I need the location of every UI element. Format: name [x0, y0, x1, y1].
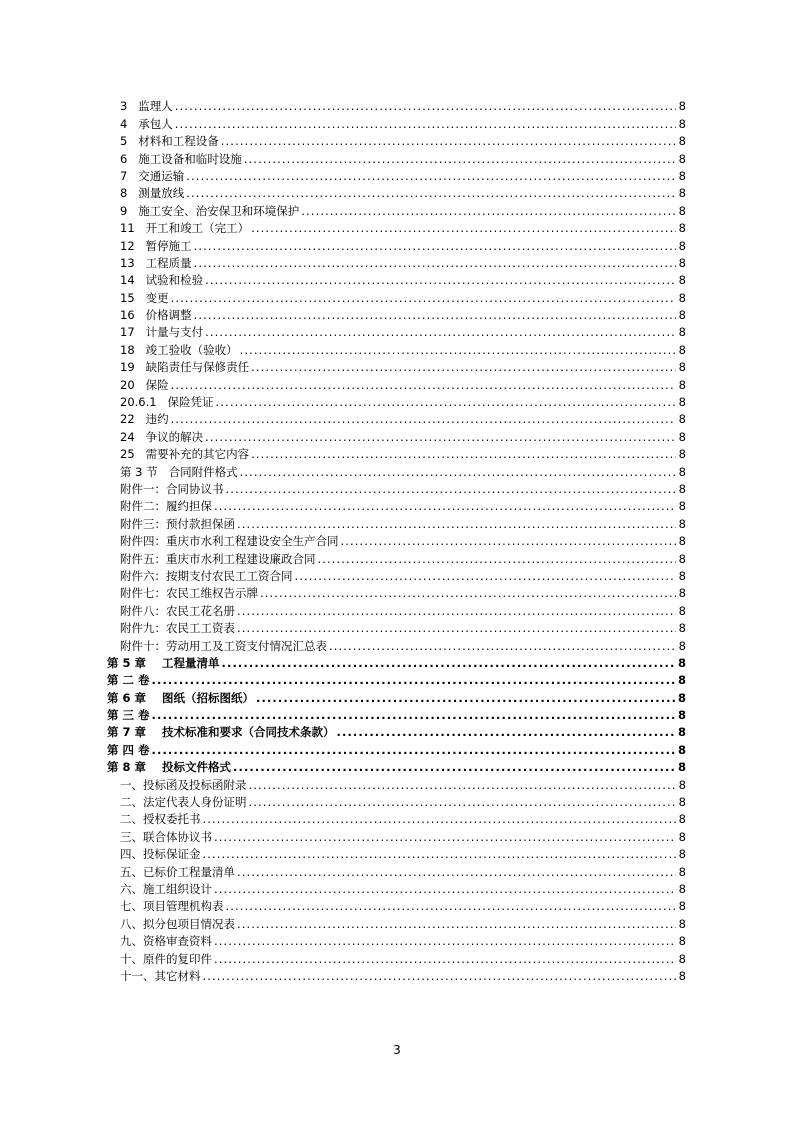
- toc-entry-page: 8: [678, 238, 686, 253]
- toc-entry-label: 3 监理人: [120, 99, 173, 114]
- toc-entry-page: 8: [678, 829, 686, 844]
- toc-entry[interactable]: [0, 687, 794, 704]
- toc-entry-label: 五、已标价工程量清单: [120, 864, 235, 879]
- toc-leader-dots: [171, 412, 676, 426]
- toc-entry[interactable]: [0, 566, 794, 583]
- toc-entry[interactable]: [0, 426, 794, 443]
- toc-entry-label: 20.6.1 保险凭证: [120, 395, 214, 410]
- toc-entry[interactable]: [0, 705, 794, 722]
- toc-entry-label: 5 材料和工程设备: [120, 134, 219, 149]
- toc-leader-dots: [152, 743, 676, 757]
- toc-entry[interactable]: [0, 339, 794, 356]
- toc-leader-dots: [237, 621, 676, 635]
- toc-entry-page: 8: [678, 255, 686, 270]
- toc-entry-page: 8: [678, 203, 686, 218]
- toc-leader-dots: [205, 430, 676, 444]
- toc-leader-dots: [205, 273, 676, 287]
- toc-leader-dots: [237, 917, 676, 931]
- toc-entry-label: 18 竣工验收（验收）: [120, 342, 238, 357]
- toc-leader-dots: [318, 552, 677, 566]
- toc-entry-label: 第 3 节 合同附件格式: [120, 464, 238, 479]
- toc-leader-dots: [194, 256, 676, 270]
- toc-entry-page: 8: [678, 725, 687, 740]
- toc-leader-dots: [203, 969, 677, 983]
- toc-entry-page: 8: [678, 342, 686, 357]
- toc-entry[interactable]: [0, 148, 794, 165]
- toc-leader-dots: [221, 134, 676, 148]
- toc-leader-dots: [214, 499, 676, 513]
- toc-entry-page: 8: [678, 168, 686, 183]
- toc-entry-page: 8: [678, 186, 686, 201]
- toc-entry-page: 8: [678, 429, 686, 444]
- toc-entry-label: 12 暂停施工: [120, 238, 192, 253]
- toc-leader-dots: [194, 239, 676, 253]
- toc-entry-label: 11 开工和竣工（完工）: [120, 221, 250, 236]
- toc-entry[interactable]: [0, 948, 794, 965]
- toc-entry[interactable]: [0, 479, 794, 496]
- toc-leader-dots: [251, 221, 676, 235]
- toc-entry-page: 8: [678, 516, 686, 531]
- toc-leader-dots: [152, 708, 676, 722]
- toc-entry[interactable]: [0, 461, 794, 478]
- toc-entry[interactable]: [0, 218, 794, 235]
- toc-leader-dots: [249, 778, 677, 792]
- toc-entry[interactable]: [0, 270, 794, 287]
- toc-leader-dots: [237, 865, 676, 879]
- toc-entry[interactable]: [0, 600, 794, 617]
- toc-entry-label: 附件八：农民工花名册: [120, 603, 235, 618]
- toc-entry[interactable]: [0, 844, 794, 861]
- toc-entry-label: 附件七：农民工维权告示牌: [120, 586, 258, 601]
- toc-entry-label: 14 试验和检验: [120, 273, 204, 288]
- toc-leader-dots: [214, 952, 676, 966]
- toc-entry[interactable]: [0, 896, 794, 913]
- toc-entry[interactable]: [0, 757, 794, 774]
- toc-entry-page: 8: [678, 777, 686, 792]
- toc-entry[interactable]: [0, 792, 794, 809]
- toc-leader-dots: [214, 934, 676, 948]
- toc-leader-dots: [194, 308, 676, 322]
- toc-entry[interactable]: [0, 739, 794, 756]
- toc-leader-dots: [203, 847, 677, 861]
- toc-entry-page: 8: [678, 221, 686, 236]
- toc-entry-page: 8: [678, 812, 686, 827]
- toc-entry-label: 15 变更: [120, 290, 169, 305]
- toc-entry-label: 4 承包人: [120, 116, 173, 131]
- toc-leader-dots: [214, 830, 676, 844]
- toc-entry-label: 25 需要补充的其它内容: [120, 447, 250, 462]
- toc-entry-label: 第 四 卷: [107, 742, 150, 757]
- toc-entry[interactable]: [0, 374, 794, 391]
- toc-entry-page: 8: [678, 742, 687, 757]
- toc-leader-dots: [171, 378, 676, 392]
- toc-entry-page: 8: [678, 673, 687, 688]
- toc-entry[interactable]: [0, 670, 794, 687]
- toc-entry[interactable]: [0, 409, 794, 426]
- toc-entry[interactable]: [0, 200, 794, 217]
- toc-entry-page: 8: [678, 847, 686, 862]
- toc-entry-label: 24 争议的解决: [120, 429, 204, 444]
- toc-entry-page: 8: [678, 395, 686, 410]
- toc-entry-label: 20 保险: [120, 377, 169, 392]
- toc-leader-dots: [341, 534, 677, 548]
- toc-entry[interactable]: [0, 826, 794, 843]
- toc-leader-dots: [337, 725, 676, 739]
- toc-leader-dots: [203, 812, 677, 826]
- toc-leader-dots: [240, 343, 676, 357]
- toc-entry-label: 八、拟分包项目情况表: [120, 916, 235, 931]
- toc-entry-page: 8: [678, 638, 686, 653]
- toc-entry-page: 8: [678, 308, 686, 323]
- toc-entry-page: 8: [678, 899, 686, 914]
- toc-entry-page: 8: [678, 290, 686, 305]
- toc-entry-label: 三、联合体协议书: [120, 829, 212, 844]
- toc-entry-label: 7 交通运输: [120, 168, 185, 183]
- toc-entry[interactable]: [0, 931, 794, 948]
- toc-leader-dots: [240, 465, 676, 479]
- toc-entry-label: 二、授权委托书: [120, 812, 201, 827]
- toc-entry[interactable]: [0, 583, 794, 600]
- toc-entry-label: 第 三 卷: [107, 708, 150, 723]
- toc-leader-dots: [214, 882, 676, 896]
- toc-entry-label: 6 施工设备和临时设施: [120, 151, 242, 166]
- toc-leader-dots: [233, 760, 676, 774]
- toc-entry-page: 8: [678, 603, 686, 618]
- toc-entry-page: 8: [678, 134, 686, 149]
- toc-leader-dots: [152, 673, 676, 687]
- toc-entry[interactable]: [0, 357, 794, 374]
- toc-entry-page: 8: [678, 116, 686, 131]
- toc-entry-page: 8: [678, 360, 686, 375]
- toc-entry-label: 第 5 章 工程量清单: [107, 655, 220, 670]
- toc-entry-label: 13 工程质量: [120, 255, 192, 270]
- toc-entry[interactable]: [0, 253, 794, 270]
- toc-leader-dots: [175, 117, 676, 131]
- toc-entry[interactable]: [0, 861, 794, 878]
- toc-entry-page: 8: [678, 464, 686, 479]
- toc-entry-page: 8: [678, 655, 687, 670]
- toc-entry-label: 九、资格审查资料: [120, 934, 212, 949]
- toc-leader-dots: [237, 517, 676, 531]
- toc-leader-dots: [244, 152, 676, 166]
- toc-entry-page: 8: [678, 690, 687, 705]
- table-of-contents: [0, 96, 794, 983]
- toc-leader-dots: [237, 604, 676, 618]
- toc-leader-dots: [256, 691, 676, 705]
- toc-entry-label: 附件十：劳动用工及工资支付情况汇总表: [120, 638, 327, 653]
- toc-entry[interactable]: [0, 774, 794, 791]
- page-number: 3: [393, 1043, 401, 1057]
- toc-entry-page: 8: [678, 760, 687, 775]
- toc-entry[interactable]: [0, 287, 794, 304]
- toc-entry[interactable]: [0, 653, 794, 670]
- toc-entry-page: 8: [678, 621, 686, 636]
- toc-entry-label: 附件一：合同协议书: [120, 481, 224, 496]
- toc-entry-label: 十、原件的复印件: [120, 951, 212, 966]
- toc-entry-page: 8: [678, 951, 686, 966]
- toc-entry-label: 16 价格调整: [120, 308, 192, 323]
- toc-leader-dots: [295, 569, 677, 583]
- toc-leader-dots: [216, 395, 676, 409]
- toc-entry[interactable]: [0, 913, 794, 930]
- toc-entry[interactable]: [0, 322, 794, 339]
- toc-entry-page: 8: [678, 968, 686, 983]
- toc-leader-dots: [329, 639, 676, 653]
- toc-entry-label: 第 6 章 图纸（招标图纸）: [107, 690, 255, 705]
- toc-entry-page: 8: [678, 377, 686, 392]
- toc-entry-page: 8: [678, 273, 686, 288]
- toc-entry-label: 9 施工安全、治安保卫和环境保护: [120, 203, 300, 218]
- toc-entry-page: 8: [678, 934, 686, 949]
- toc-entry-label: 17 计量与支付: [120, 325, 204, 340]
- toc-entry-label: 第 二 卷: [107, 673, 150, 688]
- toc-entry-page: 8: [678, 916, 686, 931]
- toc-entry[interactable]: [0, 444, 794, 461]
- toc-entry-label: 附件五：重庆市水利工程建设廉政合同: [120, 551, 316, 566]
- toc-entry[interactable]: [0, 635, 794, 652]
- toc-entry-page: 8: [678, 708, 687, 723]
- toc-entry[interactable]: [0, 305, 794, 322]
- toc-entry[interactable]: [0, 113, 794, 130]
- toc-entry[interactable]: [0, 183, 794, 200]
- toc-entry-page: 8: [678, 412, 686, 427]
- toc-entry-label: 8 测量放线: [120, 186, 185, 201]
- toc-entry-page: 8: [678, 551, 686, 566]
- toc-entry[interactable]: [0, 513, 794, 530]
- toc-entry[interactable]: [0, 548, 794, 565]
- toc-entry-page: 8: [678, 447, 686, 462]
- toc-entry-page: 8: [678, 586, 686, 601]
- toc-entry[interactable]: [0, 809, 794, 826]
- toc-leader-dots: [186, 169, 676, 183]
- toc-leader-dots: [251, 447, 676, 461]
- toc-leader-dots: [171, 291, 676, 305]
- toc-entry-label: 附件六：按期支付农民工工资合同: [120, 568, 293, 583]
- toc-leader-dots: [260, 586, 676, 600]
- toc-leader-dots: [222, 656, 676, 670]
- toc-entry[interactable]: [0, 392, 794, 409]
- toc-leader-dots: [205, 325, 676, 339]
- toc-entry[interactable]: [0, 235, 794, 252]
- toc-entry-label: 第 7 章 技术标准和要求（合同技术条款）: [107, 725, 335, 740]
- toc-entry-label: 四、投标保证金: [120, 847, 201, 862]
- toc-entry-page: 8: [678, 534, 686, 549]
- toc-entry-label: 六、施工组织设计: [120, 881, 212, 896]
- toc-entry-label: 二、法定代表人身份证明: [120, 795, 247, 810]
- toc-leader-dots: [249, 795, 677, 809]
- toc-entry-label: 第 8 章 投标文件格式: [107, 760, 232, 775]
- toc-entry-page: 8: [678, 151, 686, 166]
- toc-entry-label: 十一、其它材料: [120, 968, 201, 983]
- toc-entry[interactable]: [0, 966, 794, 983]
- toc-entry-label: 19 缺陷责任与保修责任: [120, 360, 250, 375]
- toc-leader-dots: [226, 482, 677, 496]
- toc-leader-dots: [226, 899, 677, 913]
- toc-entry-label: 附件二：履约担保: [120, 499, 212, 514]
- toc-entry-label: 22 违约: [120, 412, 169, 427]
- toc-entry[interactable]: [0, 618, 794, 635]
- toc-entry[interactable]: [0, 879, 794, 896]
- toc-entry[interactable]: [0, 96, 794, 113]
- toc-entry-label: 附件三：预付款担保函: [120, 516, 235, 531]
- toc-leader-dots: [186, 186, 676, 200]
- toc-entry-page: 8: [678, 499, 686, 514]
- toc-entry-label: 附件九：农民工工资表: [120, 621, 235, 636]
- toc-entry[interactable]: [0, 531, 794, 548]
- toc-entry-page: 8: [678, 864, 686, 879]
- toc-entry-label: 附件四：重庆市水利工程建设安全生产合同: [120, 534, 339, 549]
- toc-entry-page: 8: [678, 99, 686, 114]
- toc-entry-label: 七、项目管理机构表: [120, 899, 224, 914]
- toc-entry-page: 8: [678, 795, 686, 810]
- toc-entry[interactable]: [0, 722, 794, 739]
- toc-entry-page: 8: [678, 568, 686, 583]
- toc-entry-label: 一、投标函及投标函附录: [120, 777, 247, 792]
- toc-entry[interactable]: [0, 166, 794, 183]
- toc-entry-page: 8: [678, 481, 686, 496]
- toc-entry-page: 8: [678, 325, 686, 340]
- toc-entry-page: 8: [678, 881, 686, 896]
- toc-entry[interactable]: [0, 131, 794, 148]
- toc-leader-dots: [175, 99, 676, 113]
- toc-entry[interactable]: [0, 496, 794, 513]
- toc-leader-dots: [251, 360, 676, 374]
- toc-leader-dots: [301, 204, 676, 218]
